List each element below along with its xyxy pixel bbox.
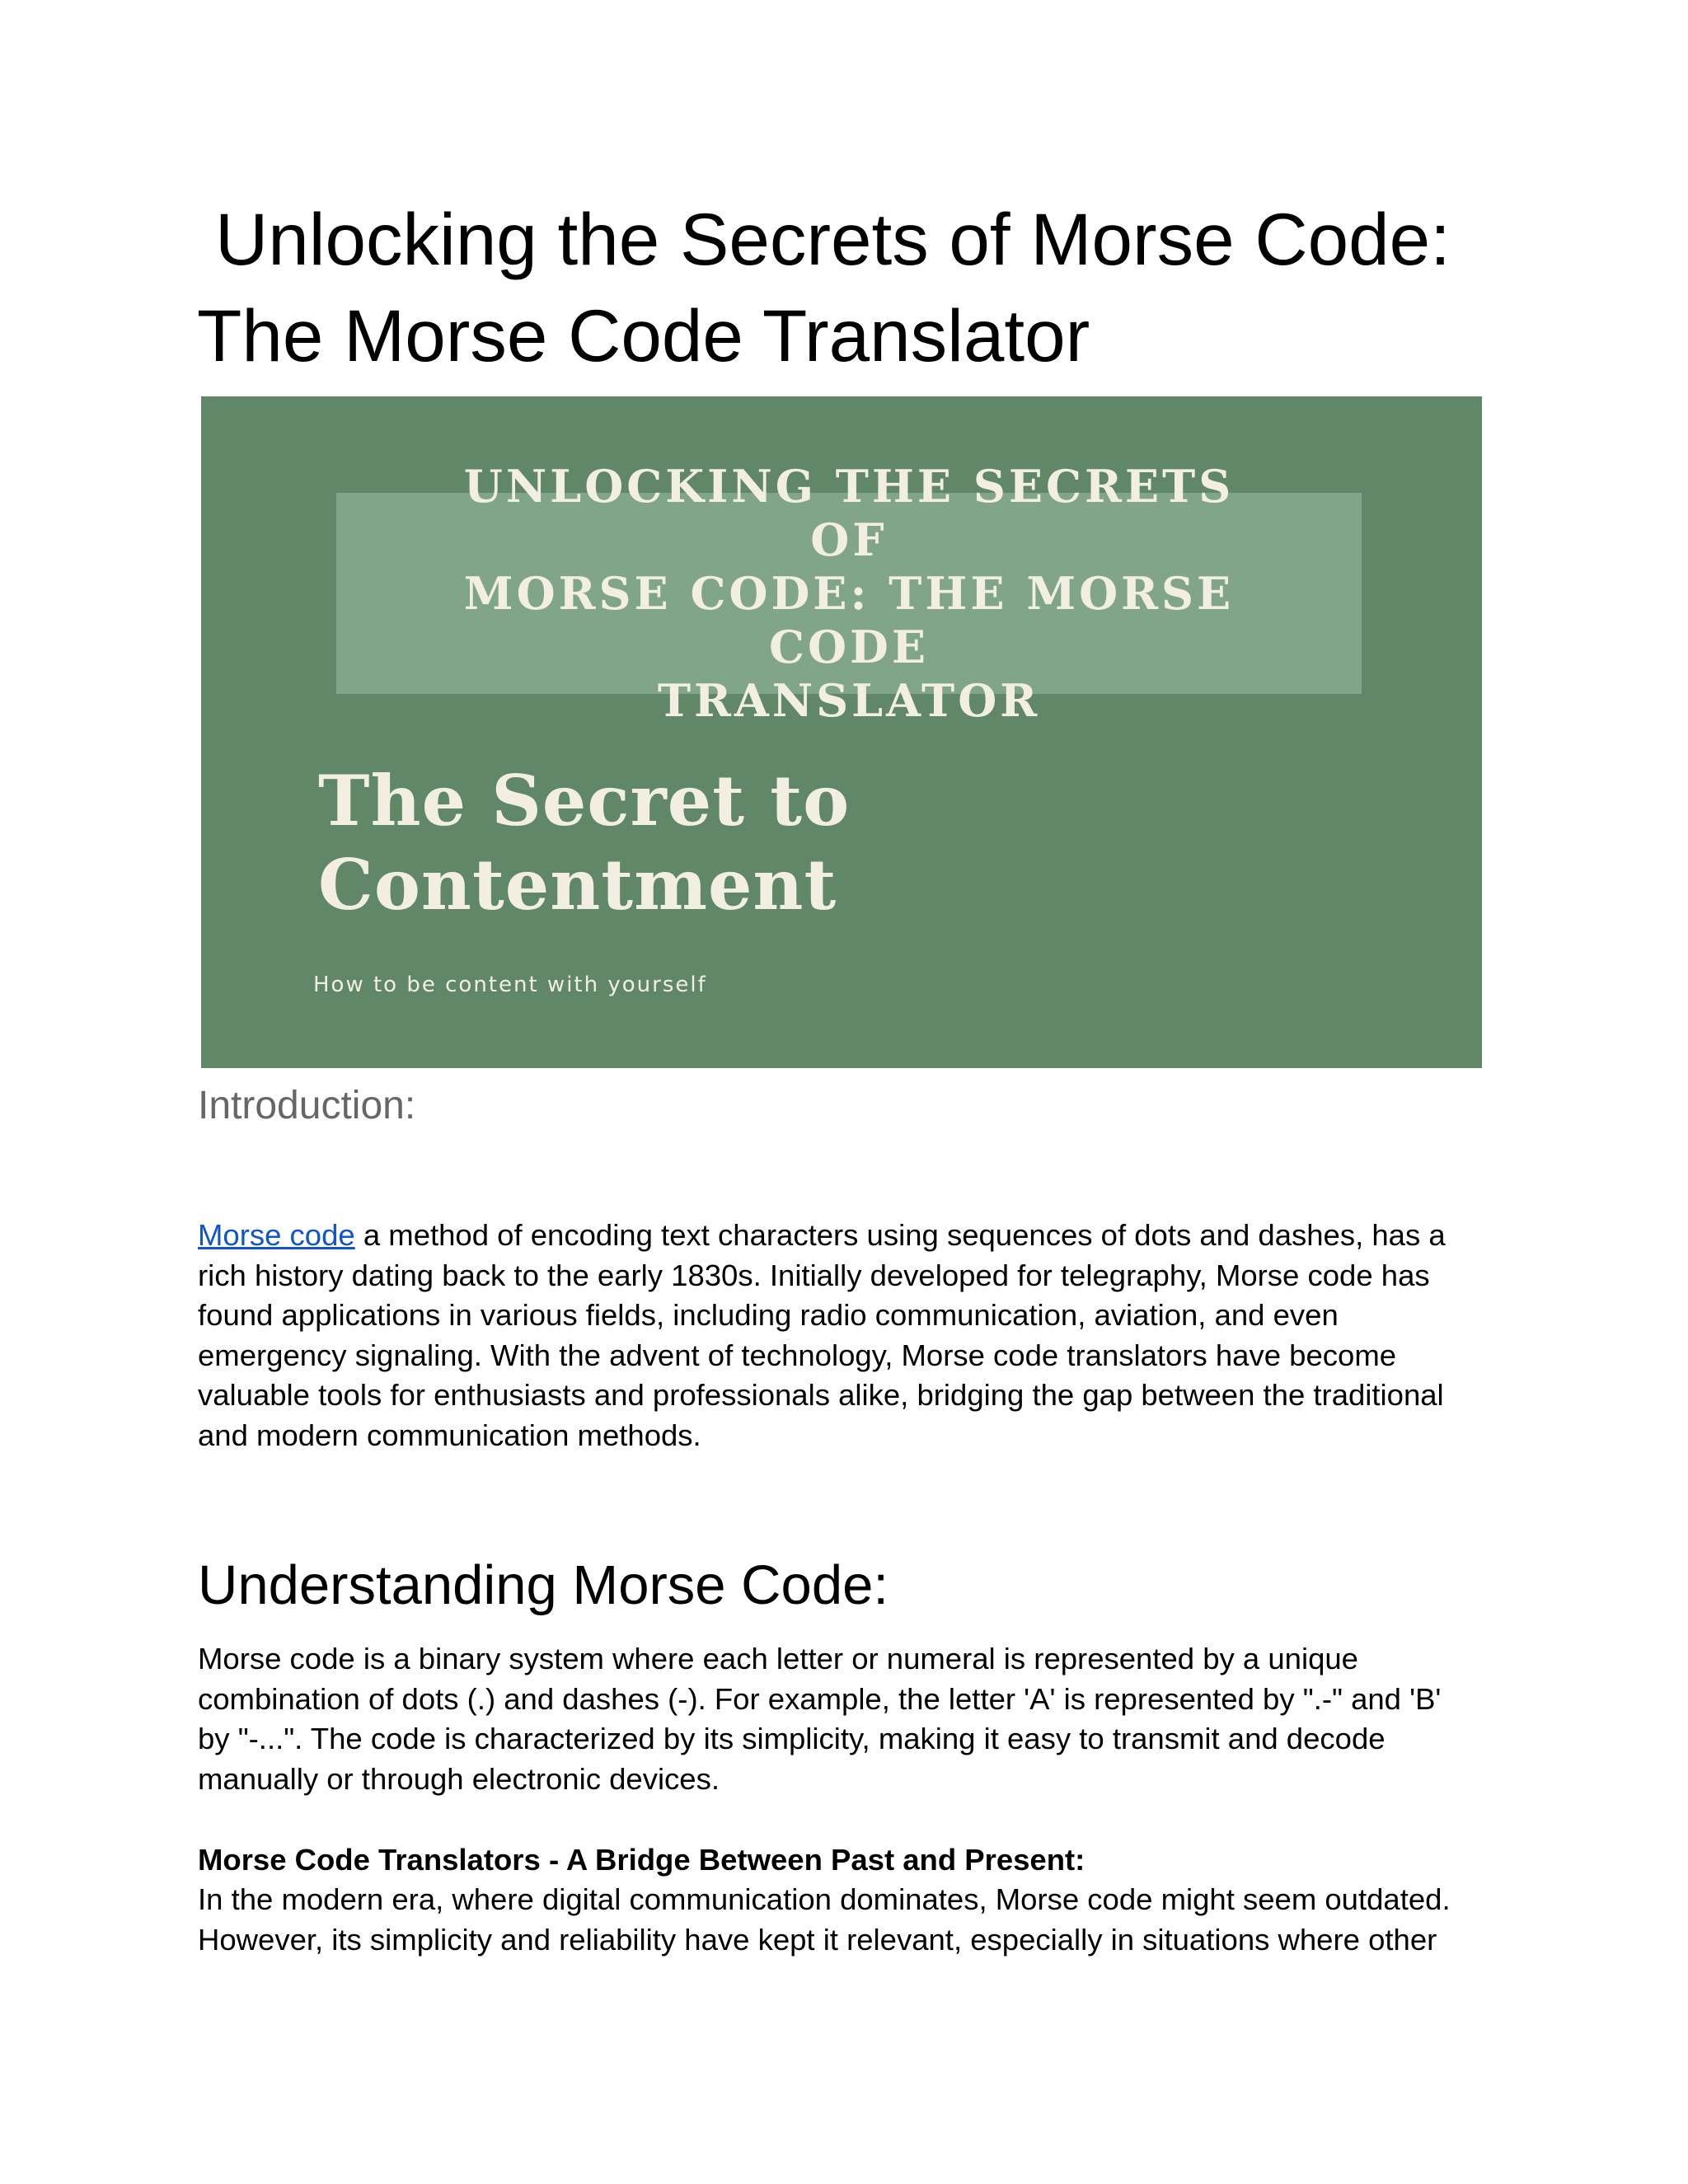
hero-image bbox=[201, 396, 1482, 1068]
introduction-line-1-text: a method of encoding text characters using sequences of dots and dashes, has a bbox=[354, 1218, 1446, 1252]
understanding-line-4: manually or through electronic devices. bbox=[198, 1761, 720, 1796]
understanding-line-2: combination of dots (.) and dashes (-). For example, the letter 'A' is represented by ".-" and 'B' bbox=[198, 1681, 1442, 1716]
introduction-heading: Introduction: bbox=[198, 1084, 416, 1127]
introduction-line-3: found applications in various fields, including radio communication, aviation, and even bbox=[198, 1298, 1339, 1333]
introduction-line-2: rich history dating back to the early 1830s. Initially developed for telegraphy, Morse code has bbox=[198, 1258, 1430, 1292]
hero-banner bbox=[336, 459, 1362, 727]
hero-banner-text bbox=[420, 460, 1278, 728]
understanding-paragraph bbox=[198, 1639, 1484, 1799]
page-title bbox=[197, 191, 1549, 384]
hero-title-line-1: The Secret to bbox=[318, 760, 851, 841]
introduction-paragraph bbox=[198, 1216, 1484, 1456]
understanding-line-3: by "-...". The code is characterized by its simplicity, making it easy to transmit and decode bbox=[198, 1722, 1386, 1756]
understanding-heading: Understanding Morse Code: bbox=[198, 1554, 889, 1616]
translators-paragraph bbox=[198, 1880, 1484, 1960]
introduction-line-4: emergency signaling. With the advent of technology, Morse code translators have become bbox=[198, 1338, 1397, 1372]
translators-line-2: However, its simplicity and reliability have kept it relevant, especially in situations where other bbox=[198, 1922, 1437, 1957]
hero-title-line-2: Contentment bbox=[318, 844, 837, 926]
page-title-line-2: The Morse Code Translator bbox=[197, 294, 1090, 377]
hero-title bbox=[318, 759, 1060, 927]
translators-heading: Morse Code Translators - A Bridge Between Past and Present: bbox=[198, 1843, 1085, 1877]
hero-banner-line-2: MORSE CODE: THE MORSE CODE bbox=[463, 566, 1235, 673]
translators-line-1: In the modern era, where digital communication dominates, Morse code might seem outdated. bbox=[198, 1882, 1451, 1916]
understanding-line-1: Morse code is a binary system where each letter or numeral is represented by a unique bbox=[198, 1642, 1358, 1675]
introduction-line-1 bbox=[198, 1216, 1484, 1256]
introduction-line-5: valuable tools for enthusiasts and professionals alike, bridging the gap between the traditional bbox=[198, 1378, 1444, 1413]
page-title-line-1: Unlocking the Secrets of Morse Code: bbox=[215, 198, 1451, 280]
hero-banner-line-3: TRANSLATOR bbox=[657, 673, 1041, 727]
hero-banner-line-1: UNLOCKING THE SECRETS OF bbox=[463, 459, 1235, 566]
hero-subtitle: How to be content with yourself bbox=[313, 972, 707, 997]
introduction-line-6: and modern communication methods. bbox=[198, 1418, 701, 1452]
morse-code-link[interactable]: Morse code bbox=[198, 1218, 355, 1252]
